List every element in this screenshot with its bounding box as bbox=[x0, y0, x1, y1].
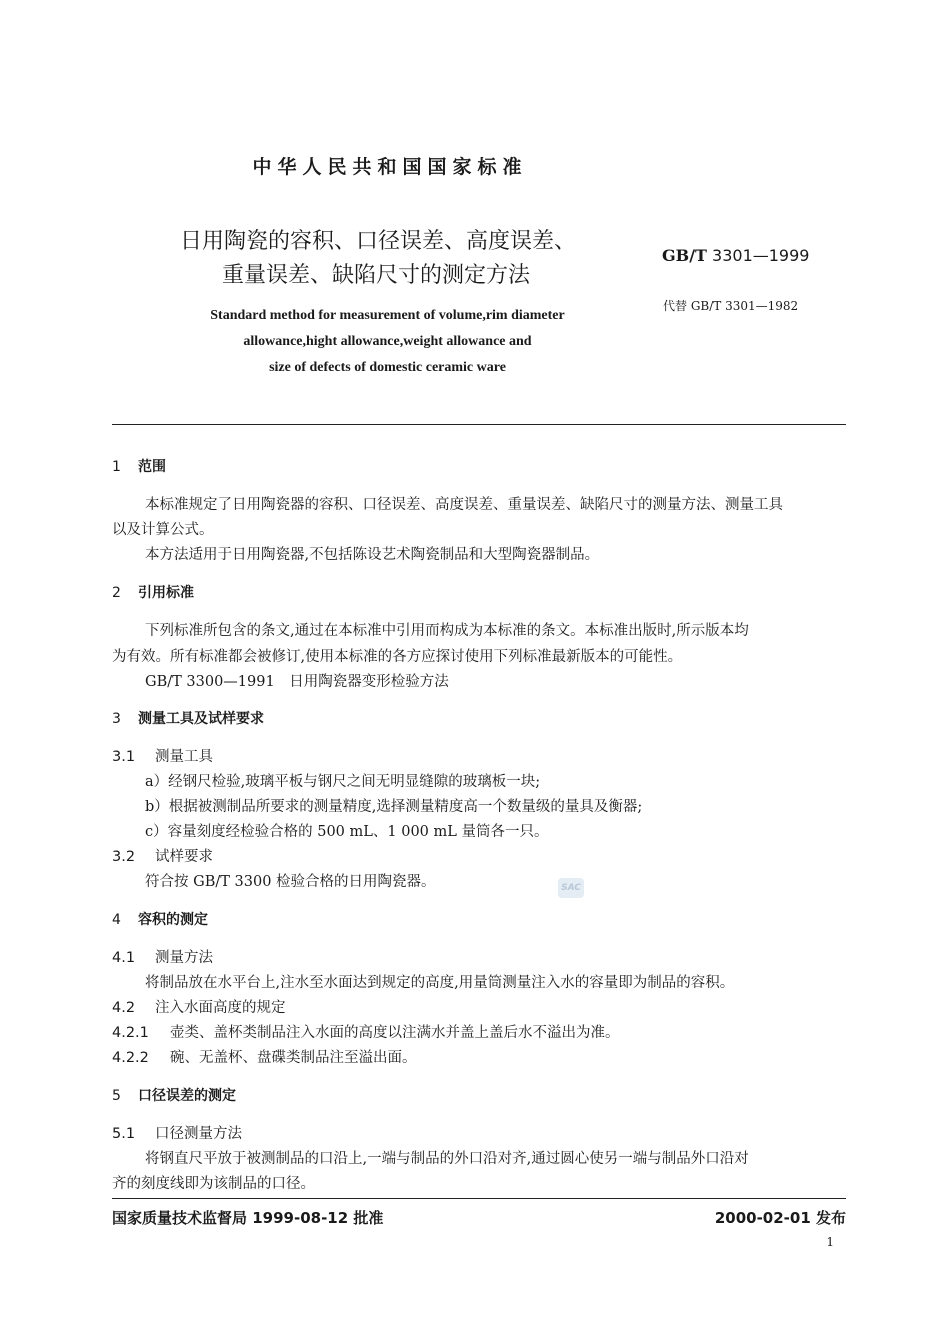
approval-date: 国家质量技术监督局 1999-08-12 批准 bbox=[112, 1209, 384, 1227]
paragraph: 齐的刻度线即为该制品的口径。 bbox=[112, 1176, 315, 1192]
paragraph: 符合按 GB/T 3300 检验合格的日用陶瓷器。 bbox=[145, 874, 436, 890]
subsection-text: 碗、无盖杯、盘碟类制品注至溢出面。 bbox=[170, 1050, 417, 1066]
publish-date: 2000-02-01 发布 bbox=[714, 1209, 846, 1227]
subsection-number: 4.2.1 bbox=[112, 1025, 149, 1041]
subsection-title: 测量方法 bbox=[155, 950, 213, 966]
section-title: 引用标准 bbox=[138, 585, 194, 601]
section-title: 容积的测定 bbox=[138, 912, 208, 928]
subsection-3-1 bbox=[112, 745, 213, 766]
section-number: 3 bbox=[112, 711, 121, 727]
paragraph: 将钢直尺平放于被测制品的口沿上,一端与制品的外口沿对齐,通过圆心使另一端与制品外口沿对 bbox=[145, 1151, 749, 1167]
subsection-number: 3.1 bbox=[112, 749, 136, 765]
list-item-c: c）容量刻度经检验合格的 500 mL、1 000 mL 量筒各一只。 bbox=[145, 824, 549, 840]
subsection-number: 4.2.2 bbox=[112, 1050, 149, 1066]
page-number: 1 bbox=[826, 1235, 834, 1249]
subsection-number: 4.2 bbox=[112, 1000, 136, 1016]
section-number: 4 bbox=[112, 912, 121, 928]
section-1-heading bbox=[112, 456, 166, 476]
normative-reference: GB/T 3300—1991 日用陶瓷器变形检验方法 bbox=[145, 674, 449, 690]
list-item-b: b）根据被测制品所要求的测量精度,选择测量精度高一个数量级的量具及衡器; bbox=[145, 799, 643, 815]
subsection-5-1 bbox=[112, 1122, 242, 1143]
paragraph: 以及计算公式。 bbox=[112, 522, 214, 538]
section-5-heading bbox=[112, 1085, 236, 1105]
section-number: 2 bbox=[112, 585, 121, 601]
subsection-4-1 bbox=[112, 946, 213, 967]
section-number: 5 bbox=[112, 1088, 121, 1104]
subsection-3-2 bbox=[112, 845, 213, 866]
subsection-number: 5.1 bbox=[112, 1126, 136, 1142]
standard-code-number: 3301—1999 bbox=[712, 246, 810, 265]
section-title: 范围 bbox=[138, 459, 166, 475]
footer-divider bbox=[112, 1198, 846, 1199]
paragraph: 本方法适用于日用陶瓷器,不包括陈设艺术陶瓷制品和大型陶瓷器制品。 bbox=[145, 547, 600, 563]
section-3-heading bbox=[112, 708, 264, 728]
section-title: 口径误差的测定 bbox=[138, 1088, 236, 1104]
header-divider bbox=[112, 424, 846, 425]
section-4-heading bbox=[112, 909, 208, 929]
subsection-title: 测量工具 bbox=[155, 749, 213, 765]
section-2-heading bbox=[112, 582, 194, 602]
subsection-text: 壶类、盖杯类制品注入水面的高度以注满水并盖上盖后水不溢出为准。 bbox=[170, 1025, 620, 1041]
replaces-standard: 代替 GB/T 3301—1982 bbox=[663, 299, 799, 313]
paragraph: 下列标准所包含的条文,通过在本标准中引用而构成为本标准的条文。本标准出版时,所示版本均 bbox=[145, 623, 749, 639]
subsection-number: 4.1 bbox=[112, 950, 136, 966]
subsection-4-2-1 bbox=[112, 1021, 620, 1042]
document-title-line1: 日用陶瓷的容积、口径误差、高度误差、 bbox=[180, 229, 577, 254]
subsection-title: 试样要求 bbox=[155, 849, 213, 865]
section-number: 1 bbox=[112, 459, 121, 475]
subsection-number: 3.2 bbox=[112, 849, 136, 865]
paragraph: 将制品放在水平台上,注水至水面达到规定的高度,用量筒测量注入水的容量即为制品的容积。 bbox=[145, 975, 735, 991]
subsection-title: 注入水面高度的规定 bbox=[155, 1000, 286, 1016]
standard-code-prefix: GB/T bbox=[662, 246, 707, 265]
document-title-line2: 重量误差、缺陷尺寸的测定方法 bbox=[222, 263, 531, 288]
english-title-line2: allowance,hight allowance,weight allowance and bbox=[243, 334, 532, 349]
national-standard-heading: 中华人民共和国国家标准 bbox=[252, 156, 528, 178]
sac-watermark-logo: SAC bbox=[558, 878, 584, 898]
standard-code bbox=[662, 246, 809, 265]
subsection-4-2-2 bbox=[112, 1046, 417, 1067]
english-title-line1: Standard method for measurement of volume,rim diameter bbox=[210, 308, 565, 323]
paragraph: 本标准规定了日用陶瓷器的容积、口径误差、高度误差、重量误差、缺陷尺寸的测量方法、测量工具 bbox=[145, 497, 783, 513]
list-item-a: a）经钢尺检验,玻璃平板与钢尺之间无明显缝隙的玻璃板一块; bbox=[145, 774, 541, 790]
subsection-4-2 bbox=[112, 996, 286, 1017]
section-title: 测量工具及试样要求 bbox=[138, 711, 264, 727]
english-title-line3: size of defects of domestic ceramic ware bbox=[269, 360, 506, 375]
paragraph: 为有效。所有标准都会被修订,使用本标准的各方应探讨使用下列标准最新版本的可能性。 bbox=[112, 649, 683, 665]
subsection-title: 口径测量方法 bbox=[155, 1126, 242, 1142]
